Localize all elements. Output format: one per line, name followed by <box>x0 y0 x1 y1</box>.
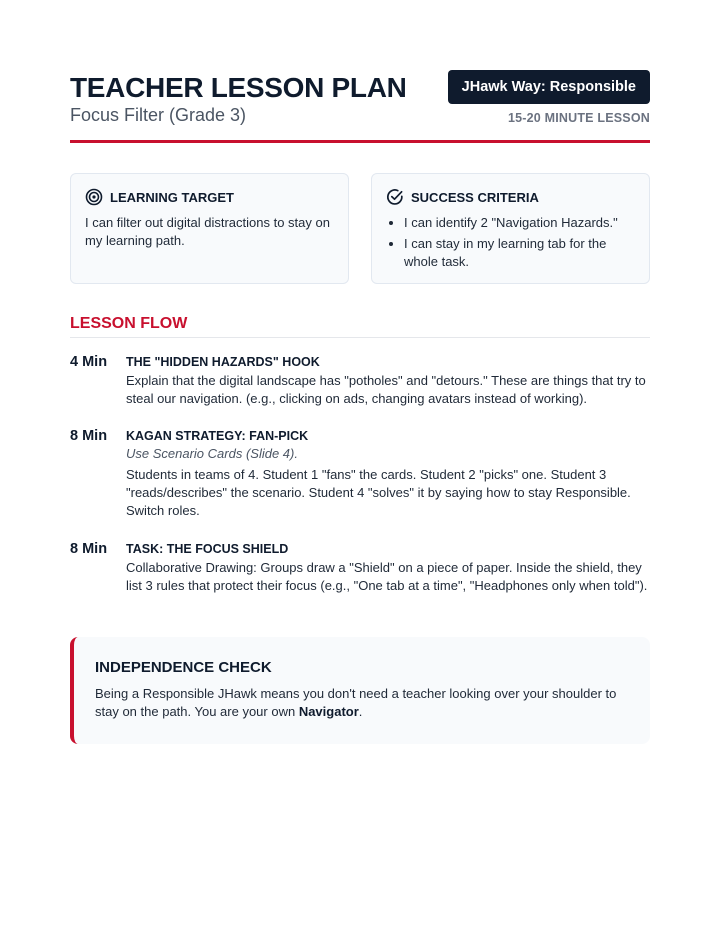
independence-check-text-end: . <box>358 704 363 719</box>
step-minutes: 8 Min <box>70 541 108 557</box>
header-divider <box>70 140 650 143</box>
header <box>70 70 650 142</box>
success-criteria-card <box>371 173 650 284</box>
step-text: Explain that the digital landscape has "potholes" and "detours." These are things that try to steal our navigation. (e.g., clicking on ads, changing avatars instead of working). <box>126 373 646 406</box>
step-title: KAGAN STRATEGY: FAN-PICK <box>126 429 309 443</box>
step-title: TASK: THE FOCUS SHIELD <box>126 542 289 556</box>
step-body <box>126 541 650 595</box>
independence-check-box <box>70 637 650 744</box>
learning-target-text: I can filter out digital distractions to stay on my learning path. <box>85 215 330 248</box>
step-text: Students in teams of 4. Student 1 "fans" the cards. Student 2 "picks" one. Student 3 "reads/describes" the scenario. Student 4 "solves" it by saying how to stay Responsible. Switch roles. <box>126 467 631 518</box>
learning-target-label: LEARNING TARGET <box>110 189 234 205</box>
navigator-emphasis: Navigator <box>298 704 359 719</box>
jhawk-way-badge: JHawk Way: Responsible <box>448 70 650 104</box>
learning-target-card <box>70 173 349 284</box>
lesson-duration: 15-20 MINUTE LESSON <box>507 111 650 125</box>
independence-check-text-start: Being a Responsible JHawk means you don't need a teacher looking over your shoulder to stay on the path. You are your own <box>95 686 617 719</box>
independence-check-text <box>95 685 626 721</box>
check-circle-icon <box>386 188 404 206</box>
lesson-flow-title: LESSON FLOW <box>70 315 188 332</box>
step-subtitle: Use Scenario Cards (Slide 4). <box>126 446 298 461</box>
step-title: THE "HIDDEN HAZARDS" HOOK <box>126 355 320 369</box>
lesson-plan-page <box>70 70 650 719</box>
lesson-flow-divider <box>70 337 650 338</box>
independence-check-title: INDEPENDENCE CHECK <box>95 659 272 676</box>
success-criteria-heading <box>386 188 635 206</box>
page-title: TEACHER LESSON PLAN <box>70 72 407 103</box>
list-item: • I can stay in my learning tab for the whole task. <box>404 235 635 271</box>
step-minutes: 8 Min <box>70 428 108 444</box>
step-body <box>126 428 650 520</box>
step-minutes: 4 Min <box>70 354 108 370</box>
learning-target-heading <box>85 188 334 206</box>
page-subtitle: Focus Filter (Grade 3) <box>70 105 247 125</box>
target-icon <box>85 188 103 206</box>
success-criteria-list <box>386 214 635 271</box>
success-criteria-label: SUCCESS CRITERIA <box>411 189 539 205</box>
step-body <box>126 354 650 408</box>
step-text: Collaborative Drawing: Groups draw a "Shield" on a piece of paper. Inside the shield, they list 3 rules that protect their focus (e.g., "One tab at a time", "Headphones only when told"). <box>126 560 648 593</box>
list-item: • I can identify 2 "Navigation Hazards." <box>404 214 635 232</box>
objectives-cards <box>70 173 650 284</box>
